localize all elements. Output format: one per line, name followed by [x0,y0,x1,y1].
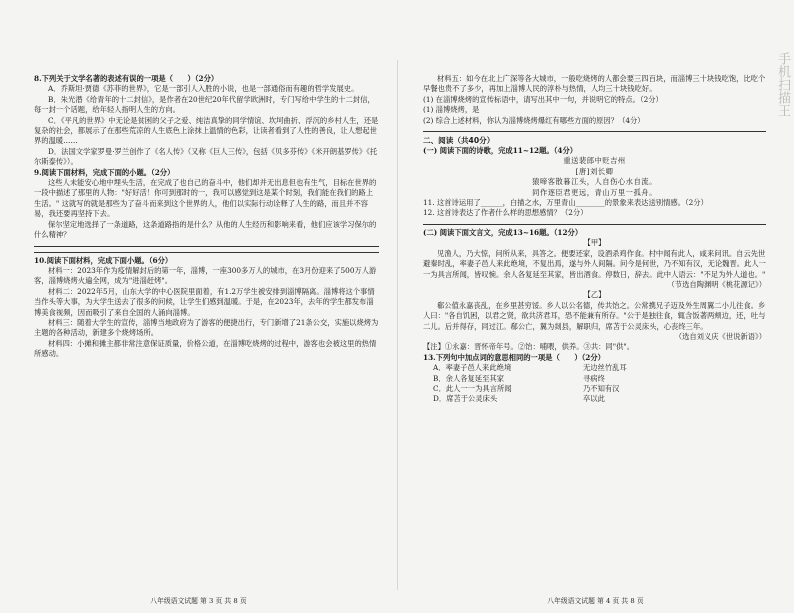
q11: 11. 这首诗运用了______，白描之水，万里青山________的景象来表达送别情感。（2分） [423,198,708,208]
passage-yi-source: （选自刘义庆《世说新语》） [674,331,766,341]
option-right: 寻病终 [583,373,605,383]
q13-option [423,363,766,373]
answer-line [423,224,766,225]
poem-line-1: 猿啼客散暮江头，人自伤心水自流。 [532,177,657,187]
q10-sub-1: (1) 在淄博烧烤的宣传标语中，请写出其中一句，并说明它的特点。（2分） [423,94,663,104]
q10-sub-2: (2) 综合上述材料，你认为淄博烧烤爆红有哪些方面的原因？（4分） [423,115,645,125]
q8-stem: 8.下列关于文学名著的表述有误的一项是（ ）（2分） [34,74,219,83]
q9-question: 保尔坚定地选择了一条道路，这条道路指的是什么？从他的人生经历和影响来看，他们应该学习保尔的什么精神？ [34,219,377,240]
passage-jia-label: 【甲】 [583,238,606,248]
q12: 12. 这首诗表达了作者什么样的思想感情？（2分） [423,208,588,218]
option-right: 乃不知有汉 [583,383,620,393]
page-footer-left: 八年级语文试题 第 3 页 共 8 页 [150,597,247,605]
page-footer-right: 八年级语文试题 第 4 页 共 8 页 [547,597,644,605]
q13-options [423,363,766,405]
q10-answer-1: (1) 淄博烧烤，是 [423,105,480,115]
q10-stem: 10.阅读下面材料，完成下面小题。（6分） [34,255,173,265]
poem-author: [唐]刘长卿 [575,166,614,176]
part2-heading: (二) 阅读下面文言文，完成13~16题。（12分） [423,227,583,237]
answer-line [34,252,379,253]
option-right: 无边丝竹乱耳 [583,363,627,373]
q9-stem: 9.阅读下面材料，完成下面的小题。（2分） [34,167,175,177]
passage-yi-label: 【乙】 [583,290,606,300]
watermark-stamp: 手机扫描王 [775,52,790,117]
passage-yi: 郗公值永嘉丧乱，在乡里甚穷馁。乡人以公名德，传共饴之。公常携兄子迈及外生周翼二小儿往食。乡人曰："各自饥困，以君之贤，欲共济君耳，恐不能兼有所存。"公于是独往食，辄含饭著两颊边，还，吐与二儿。后并得存，同过江。郗公亡，翼为剡县，解职归，席苫于公灵床头，心丧终三年。 [423,300,766,331]
q8-option-a: A．乔斯坦·贾德《苏菲的世界》，它是一部引人入胜的小说，也是一部通俗而有趣的哲学发展史。 [48,84,359,94]
q13-option [423,394,766,404]
q9-passage: 这些人未能安心地中埋头生活，在完成了也自己的奋斗中，他们却并无出息但也有生气，目标在世界的一段中描述了那里的人物："好好活！你可到那时的一，我可以感觉到这是某个时刻，我们能在我们的路上生活。" 这就写的就是那些为了奋斗而来到这个世界的人，他们以实际行动诠释了人生的路，而且并不容易，我还要再坚持下去。 [34,178,377,219]
poem [423,156,766,198]
option-left: B．余人各复延至其家 [433,373,505,383]
option-right: 卒以此 [583,394,605,404]
q10-material-4: 材料四：小摊和摊主都非常注意保证质量，价格公道，在淄博吃烧烤的过程中，游客也会被这里的热情所感动。 [34,338,377,359]
q10-material-3: 材料三：随着大学生的宣传，淄博当地政府为了游客的便捷出行，专门新增了21条公交，实施以烧烤为主题的各种活动，新建多个烧烤场所。 [34,317,379,338]
passage-jia: 见渔人，乃大惊，问所从来，具答之。便要还家，设酒杀鸡作食。村中闻有此人，咸来问讯。自云先世避秦时乱，率妻子邑人来此绝境，不复出焉，遂与外人间隔。问今是何世，乃不知有汉，无论魏晋。此人一一为具言所闻，皆叹惋。余人各复延至其家，皆出酒食。停数日，辞去。此中人语云："不足为外人道也。" [423,248,766,279]
q8-option-d: D．法国文学家罗曼·罗兰创作了《名人传》（又称《巨人三传》，包括《贝多芬传》《米开朗基罗传》《托尔斯泰传》）。 [34,146,378,167]
option-left: A．率妻子邑人来此绝境 [433,363,512,373]
q10-material-5: 材料五：如今在北上广深等各大城市，一般吃烧烤的人都会要三四百块，而淄博三十块钱吃饱，比吃个早餐也贵不了多少，再加上淄博人民的淳朴与热情，人均三十块钱吃好。 [423,74,766,94]
answer-line [34,246,379,247]
q13-option [423,384,766,394]
q8-option-c: C．《平凡的世界》中无论是贫困的父子之爱、纯洁真挚的同学情谊、坎坷曲折、浮沉的乡村人生，还是复杂的社会，都展示了在那些荒凉的人生底色上涂抹上温情的色彩，让读者看到了人性的善良，让人想起世界的温暖…… [34,115,379,146]
option-left: D．席苫于公灵床头 [433,394,498,404]
answer-line [423,131,766,132]
poem-line-2: 同作逐臣君更远，青山万里一孤舟。 [532,187,657,197]
page-right [397,0,794,613]
q8-option-b: B．朱光潜《给青年的十二封信》，是作者在20世纪20年代留学欧洲时，专门写给中学生的十二封信，每一封一个话题，给年轻人指明人生的方向。 [34,94,375,115]
annotation-note: 【注】①永嘉：晋怀帝年号。②饴：哺喂，供养。③共：同"供"。 [423,342,635,352]
passage-jia-source: （节选自陶渊明《桃花源记》） [667,279,766,289]
q10-material-1: 材料一：2023年作为疫情解封后的第一年，淄博，一座300多万人的城市，在3月份迎来了500万人游客，淄博烧烤火遍全网，成为"进淄赶烤"。 [34,265,377,286]
q13-stem: 13.下列句中加点词的意思相同的一项是（ ）（2分） [423,352,605,362]
poem-title: 重送裴郎中贬吉州 [563,156,626,166]
section-heading: 二、阅读（共40分） [423,136,495,146]
part1-heading: (一) 阅读下面的诗歌，完成11~12题。（4分） [423,146,578,156]
q10-material-2: 材料二：2022年5月，山东大学的中心医院里面着，有1.2万学生被安排到淄博隔离。淄博将这个事情当作头等大事，为大学生送去了很多的问候，让学生们感到温暖。于是，在2023年，去年的学生都发布淄博美食视频，因而吸引了来自全国的人涌向淄博。 [34,286,375,317]
option-left: C．此人一一为具言所闻 [433,383,512,393]
q13-option [423,374,766,384]
